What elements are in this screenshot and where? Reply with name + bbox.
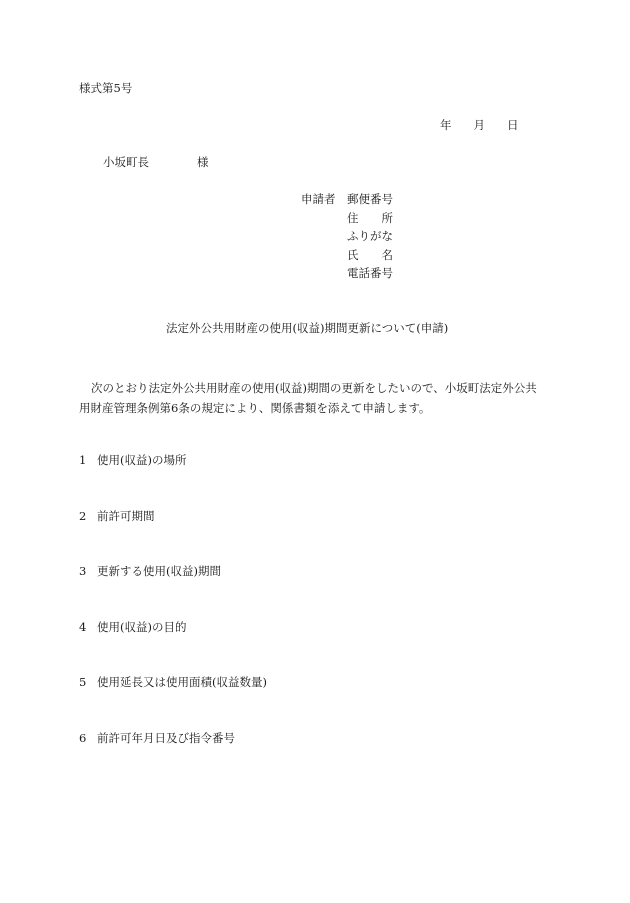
item-number: 5 [79,675,87,689]
field-label: 郵便番号 [347,192,393,206]
item-5 [79,677,267,689]
applicant-label: 申請者 [301,192,336,206]
date-line [440,120,519,132]
form-number: 様式第5号 [79,81,133,95]
item-3 [79,566,221,578]
item-text: 前許可年月日及び指令番号 [97,731,235,745]
field-postal-code [347,194,393,213]
field-label: ふりがな [347,229,393,243]
item-number: 6 [79,731,87,745]
applicant-fields [347,194,393,287]
body-line: 次のとおり法定外公共用財産の使用(収益)期間の更新をしたいので、小坂町法定外公共 [91,381,537,395]
item-number: 1 [79,453,87,467]
item-4 [79,622,186,634]
field-label: 氏名 [347,247,393,262]
item-text: 前許可期間 [97,509,155,523]
date-day-label: 日 [507,118,519,132]
field-label: 電話番号 [347,266,393,280]
item-text: 更新する使用(収益)期間 [97,564,221,578]
date-year-label: 年 [440,118,452,132]
item-number: 4 [79,620,87,634]
addressee-honorific: 様 [197,155,209,169]
item-text: 使用延長又は使用面積(収益数量) [97,675,267,689]
field-furigana [347,231,393,250]
item-text: 使用(収益)の目的 [97,620,187,634]
document-title: 法定外公共用財産の使用(収益)期間更新について(申請) [166,321,449,335]
item-number: 2 [79,509,87,523]
field-phone [347,268,393,287]
body-text [79,378,579,418]
item-number: 3 [79,564,87,578]
body-line: 用財産管理条例第6条の規定により、関係書類を添えて申請します。 [79,401,431,415]
item-1 [79,455,186,467]
field-label: 住所 [347,210,393,225]
item-text: 使用(収益)の場所 [97,453,187,467]
item-6 [79,733,235,745]
addressee-name: 小坂町長 [103,155,149,169]
addressee [103,157,209,169]
item-2 [79,511,155,523]
date-month-label: 月 [473,118,485,132]
